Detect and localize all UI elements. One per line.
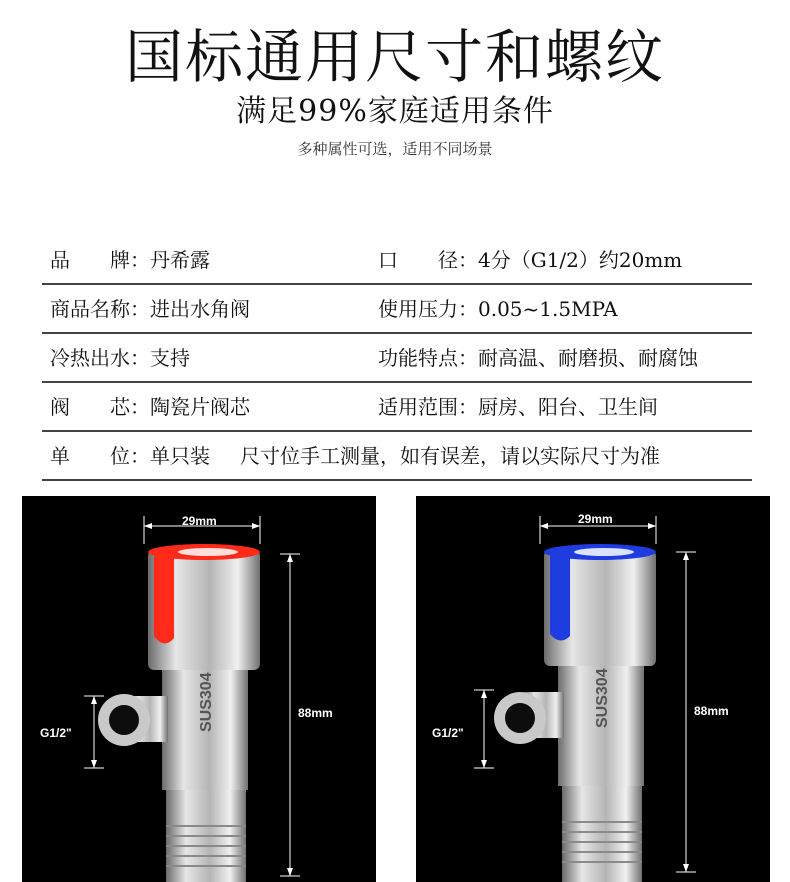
spec-valve-core: 阀 芯：陶瓷片阀芯 (50, 395, 250, 419)
tagline: 多种属性可选，适用不同场景 (297, 140, 493, 158)
product-photo-cold (416, 496, 770, 882)
spec-brand: 品 牌：丹希露 (50, 248, 210, 272)
height-label: 88mm (694, 704, 729, 718)
spec-caliber: 口 径：4分（G1/2）约20mm (378, 248, 683, 272)
body-marking: SUS304 (198, 672, 215, 732)
measurement-note: 尺寸位手工测量，如有误差，请以实际尺寸为准 (240, 444, 660, 468)
spec-unit: 单 位：单只装 (50, 444, 210, 468)
spec-table (42, 236, 752, 481)
spec-hot-cold: 冷热出水：支持 (50, 346, 190, 370)
spec-row (42, 334, 752, 383)
spec-features: 功能特点：耐高温、耐磨损、耐腐蚀 (378, 346, 698, 370)
spec-row (42, 285, 752, 334)
thread-label: G1/2" (432, 726, 464, 740)
spec-product-name: 商品名称：进出水角阀 (50, 297, 250, 321)
width-label: 29mm (182, 514, 217, 528)
page-subtitle: 满足99%家庭适用条件 (236, 94, 554, 129)
height-label: 88mm (298, 706, 333, 720)
page-title: 国标通用尺寸和螺纹 (124, 23, 665, 91)
spec-row-unit (42, 432, 752, 481)
angle-valve-blue-image (416, 496, 770, 882)
spec-scope: 适用范围：厨房、阳台、卫生间 (378, 395, 658, 419)
spec-row (42, 383, 752, 432)
width-label: 29mm (578, 512, 613, 526)
spec-row (42, 236, 752, 285)
spec-pressure: 使用压力：0.05~1.5MPA (378, 297, 618, 321)
body-marking: SUS304 (594, 668, 611, 728)
product-photo-hot (22, 496, 376, 882)
thread-label: G1/2" (40, 726, 72, 740)
